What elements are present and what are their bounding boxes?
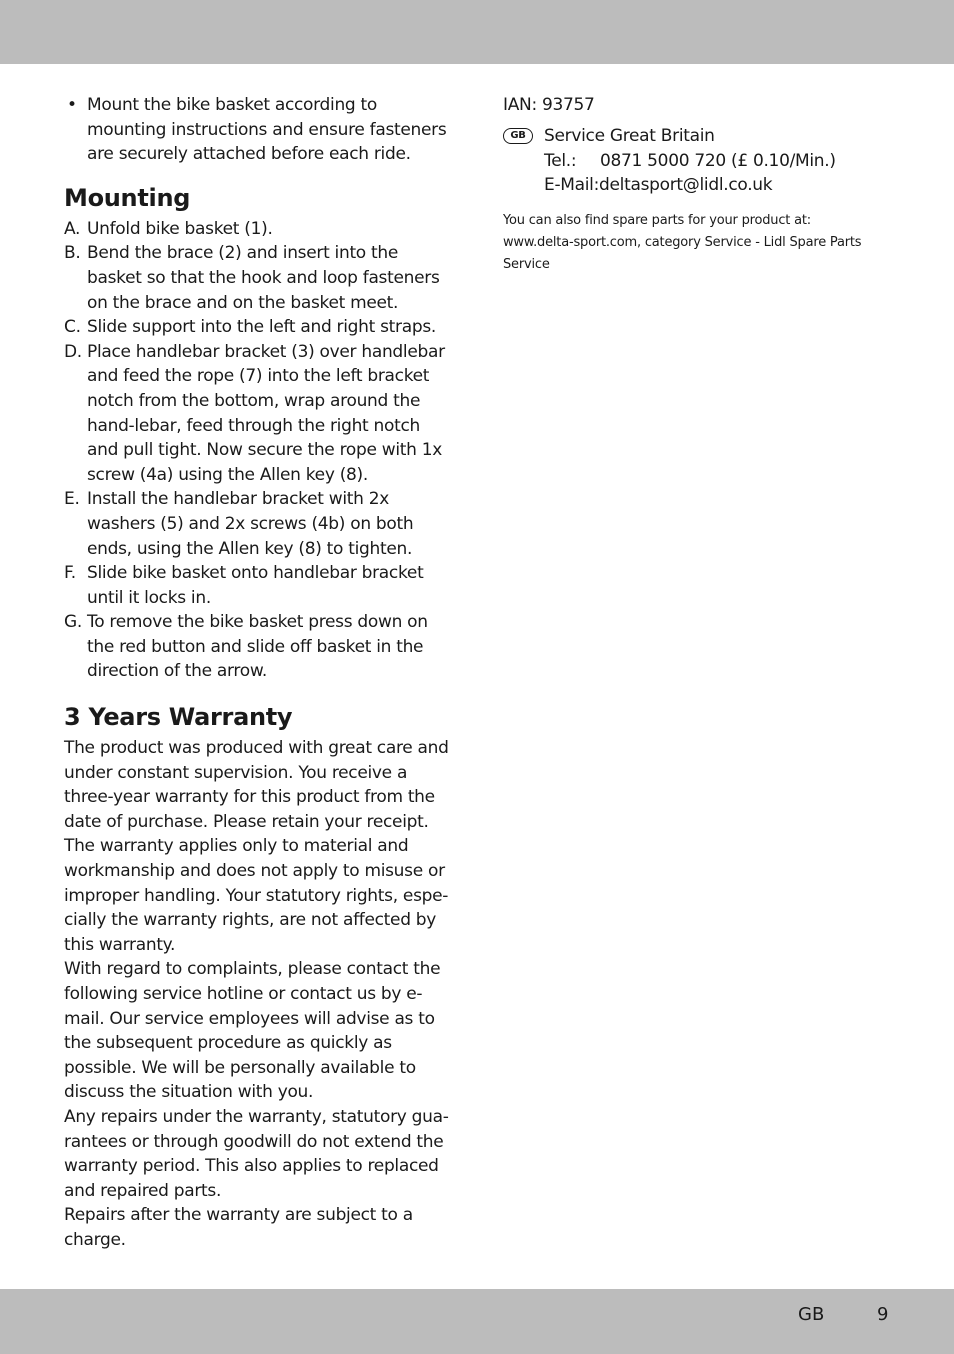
mounting-step — [64, 241, 456, 315]
warranty-paragraph: Repairs after the warranty are subject to a charge. — [64, 1205, 413, 1250]
intro-bullet-item — [64, 93, 456, 167]
left-column — [64, 93, 456, 1253]
page-number: 9 — [877, 1304, 889, 1325]
ian-number: IAN: 93757 — [503, 95, 595, 115]
country-badge-gb-icon: GB — [503, 128, 533, 144]
step-letter: G. — [64, 612, 82, 633]
step-letter: F. — [64, 563, 76, 584]
spare-parts-note: You can also find spare parts for your product at: www.delta-sport.com, category Service - Lidl Spare Parts Service — [503, 212, 862, 272]
step-text: Slide support into the left and right straps. — [87, 317, 436, 338]
step-text: Unfold bike basket (1). — [87, 218, 273, 239]
footer-language: GB — [798, 1304, 825, 1325]
service-name: Service Great Britain — [544, 126, 715, 146]
step-letter: C. — [64, 317, 81, 338]
step-letter: E. — [64, 489, 80, 510]
bullet-dot: • — [67, 95, 77, 115]
warranty-paragraph: The product was produced with great care and under constant supervision. You receive a three-year warranty for this product from the date of purchase. Please retain your receipt. — [64, 738, 449, 832]
mounting-step — [64, 340, 456, 488]
step-text: To remove the bike basket press down on the red button and slide off basket in the direction of the arrow. — [87, 612, 428, 682]
mounting-step — [64, 561, 456, 610]
step-letter: B. — [64, 243, 81, 264]
step-text: Install the handlebar bracket with 2x washers (5) and 2x screws (4b) on both ends, using the Allen key (8) to tighten. — [87, 489, 414, 559]
step-letter: A. — [64, 218, 81, 239]
step-text: Slide bike basket onto handlebar bracket until it locks in. — [87, 563, 424, 608]
warranty-text — [64, 736, 456, 1252]
mounting-step — [64, 217, 456, 242]
service-phone-line — [544, 149, 883, 174]
step-text: Place handlebar bracket (3) over handlebar and feed the rope (7) into the left bracket notch from the bottom, wrap around the hand-lebar, feed through the right notch and pull tight. Now secure the rope with 1x screw (4a) using the Allen key (8). — [87, 341, 445, 485]
mounting-step — [64, 487, 456, 561]
warranty-paragraph: With regard to complaints, please contact the following service hotline or contact us by e-mail. Our service employees will advise as to the subsequent procedure as quickly as possible. We will be personally available to discuss the situation with you. — [64, 959, 441, 1103]
step-text: Bend the brace (2) and insert into the basket so that the hook and loop fasteners on the brace and on the basket meet. — [87, 243, 440, 313]
service-contact — [503, 124, 883, 198]
warranty-heading: 3 Years Warranty — [64, 703, 293, 732]
service-email: E-Mail:deltasport@lidl.co.uk — [544, 175, 773, 196]
intro-bullet-text: Mount the bike basket according to mounting instructions and ensure fasteners are securely attached before each ride. — [87, 95, 447, 165]
mounting-heading: Mounting — [64, 183, 191, 212]
right-column — [503, 93, 883, 276]
phone-label: Tel.: — [544, 150, 577, 171]
mounting-step — [64, 610, 456, 684]
phone-number: 0871 5000 720 (£ 0.10/Min.) — [600, 150, 836, 171]
warranty-paragraph: Any repairs under the warranty, statutory gua-rantees or through goodwill do not extend the warranty period. This also applies to replaced and repaired parts. — [64, 1106, 449, 1201]
warranty-paragraph: The warranty applies only to material and workmanship and does not apply to misuse or improper handling. Your statutory rights, espe-cially the warranty rights, are not affected by this warranty. — [64, 836, 449, 955]
mounting-step — [64, 315, 456, 340]
step-letter: D. — [64, 341, 82, 362]
mounting-steps-list — [64, 217, 456, 684]
header-bar — [0, 0, 954, 64]
